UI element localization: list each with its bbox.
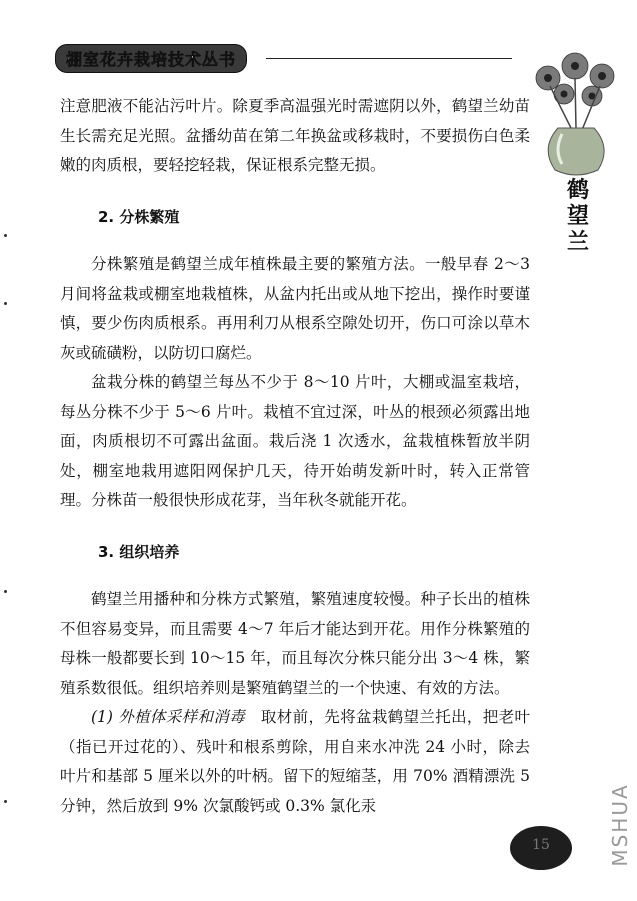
chapter-side-tab (565, 178, 591, 256)
margin-mark (4, 234, 7, 237)
paragraph: 鹤望兰用播种和分株方式繁殖，繁殖速度较慢。种子长出的植株不但容易变异，而且需要 4～7 年后才能达到开花。用作分株繁殖的母株一般都要长到 10～15 年，而且每次分株只能分出 3～4 株，繁殖系数很低。组织培养则是繁殖鹤望兰的一个快速、有效的方法。 (60, 590, 530, 697)
side-tab-char: 鹤 (566, 178, 589, 203)
section-heading: 3. 组织培养 (98, 542, 180, 561)
watermark-text: MSHUA (608, 783, 632, 867)
flower-vase-icon (520, 48, 630, 178)
side-tab-char: 望 (566, 204, 589, 229)
paragraph (60, 703, 530, 821)
paragraph-text: 取材前，先将盆栽鹤望兰托出，把老叶（指已开过花的）、残叶和根系剪除，用自来水冲洗 24 小时，除去叶片和基部 5 厘米以外的叶柄。留下的短缩茎，用 70% 酒精漂洗 5 分钟，然后放到 9% 次氯酸钙或 0.3% 氯化汞 (60, 708, 530, 815)
margin-mark (4, 590, 7, 593)
running-header (55, 44, 355, 70)
page-number: 15 (532, 837, 550, 853)
series-title: 棚室花卉栽培技术丛书 (55, 44, 247, 73)
page-number-badge (510, 826, 572, 870)
section-heading: 2. 分株繁殖 (98, 207, 180, 226)
side-tab-char: 兰 (566, 230, 589, 255)
paragraph: 盆栽分株的鹤望兰每丛不少于 8～10 片叶，大棚或温室栽培，每丛分株不少于 5～6 片叶。栽植不宜过深，叶丛的根颈必须露出地面，肉质根切不可露出盆面。栽后浇 1 次透水，盆栽植株暂放半阴处，棚室地栽用遮阳网保护几天，待开始萌发新叶时，转入正常管理。分株苗一般很快形成花芽，当年秋冬就能开花。 (60, 373, 530, 509)
subsection-label: (1) 外植体采样和消毒 (91, 708, 246, 726)
paragraph: 分株繁殖是鹤望兰成年植株最主要的繁殖方法。一般早春 2～3 月间将盆栽或棚室地栽植株，从盆内托出或从地下挖出，操作时要谨慎，要少伤肉质根系。再用利刀从根系空隙处切开，伤口可涂以草木灰或硫磺粉，以防切口腐烂。 (60, 255, 530, 362)
paragraph: 注意肥液不能沾污叶片。除夏季高温强光时需遮阴以外，鹤望兰幼苗生长需充足光照。盆播幼苗在第二年换盆或移栽时，不要损伤白色柔嫩的肉质根，要轻挖轻栽，保证根系完整无损。 (60, 97, 530, 174)
margin-mark (4, 302, 7, 305)
header-rule (266, 58, 512, 59)
margin-mark (4, 800, 7, 803)
body-text (60, 92, 530, 821)
watermark (608, 760, 632, 890)
